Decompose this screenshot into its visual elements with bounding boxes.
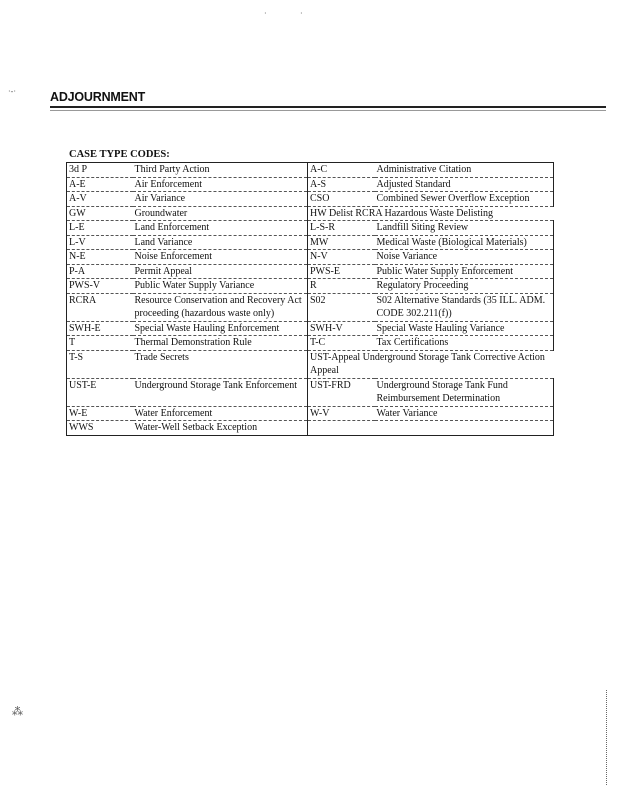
table-row — [67, 221, 554, 236]
case-code: GW — [67, 206, 133, 221]
table-row — [67, 235, 554, 250]
table-row — [67, 406, 554, 421]
case-description: Thermal Demonstration Rule — [133, 336, 308, 351]
case-description: Land Enforcement — [133, 221, 308, 236]
page-heading: ADJOURNMENT — [50, 90, 146, 104]
case-description: Underground Storage Tank Fund Reimbursement Determination — [375, 378, 554, 406]
case-code: UST-FRD — [308, 378, 375, 406]
table-row — [67, 336, 554, 351]
table-row — [67, 378, 554, 406]
table-row — [67, 192, 554, 207]
case-code: N-V — [308, 250, 375, 265]
case-description — [375, 421, 554, 436]
case-description: Landfill Siting Review — [375, 221, 554, 236]
scan-edge-line — [606, 690, 607, 785]
case-description: Underground Storage Tank Enforcement — [133, 378, 308, 406]
case-description: Administrative Citation — [375, 163, 554, 178]
case-description: Public Water Supply Variance — [133, 279, 308, 294]
case-description: Land Variance — [133, 235, 308, 250]
case-code: L-V — [67, 235, 133, 250]
case-code: P-A — [67, 264, 133, 279]
table-row — [67, 421, 554, 436]
case-code: PWS-E — [308, 264, 375, 279]
codes-table-body — [67, 163, 554, 436]
case-description: Noise Enforcement — [133, 250, 308, 265]
case-code: N-E — [67, 250, 133, 265]
case-code: RCRA — [67, 293, 133, 321]
scan-smudge: ⁂ — [12, 706, 23, 718]
case-description: Water-Well Setback Exception — [133, 421, 308, 436]
section-title: CASE TYPE CODES: — [69, 149, 170, 160]
case-description: Permit Appeal — [133, 264, 308, 279]
table-row — [67, 293, 554, 321]
case-code: A-S — [308, 177, 375, 192]
case-description: Resource Conservation and Recovery Act proceeding (hazardous waste only) — [133, 293, 308, 321]
table-row — [67, 206, 554, 221]
case-code: PWS-V — [67, 279, 133, 294]
case-code: W-V — [308, 406, 375, 421]
case-description: Water Enforcement — [133, 406, 308, 421]
case-description: Special Waste Hauling Variance — [375, 321, 554, 336]
case-code — [308, 421, 375, 436]
scan-speck: · — [300, 9, 303, 18]
case-code: 3d P — [67, 163, 133, 178]
case-description: Third Party Action — [133, 163, 308, 178]
case-code: T-S — [67, 350, 133, 378]
case-description: Air Variance — [133, 192, 308, 207]
case-description: S02 Alternative Standards (35 ILL. ADM. CODE 302.211(f)) — [375, 293, 554, 321]
case-description: Public Water Supply Enforcement — [375, 264, 554, 279]
table-row — [67, 350, 554, 378]
table-row — [67, 321, 554, 336]
case-description: Combined Sewer Overflow Exception — [375, 192, 554, 207]
heading-rule — [50, 106, 606, 108]
case-code: SWH-V — [308, 321, 375, 336]
table-row — [67, 177, 554, 192]
case-description: Trade Secrets — [133, 350, 308, 378]
case-code: WWS — [67, 421, 133, 436]
case-description: Regulatory Proceeding — [375, 279, 554, 294]
case-code: W-E — [67, 406, 133, 421]
case-code-description: UST-Appeal Underground Storage Tank Corrective Action Appeal — [308, 350, 554, 378]
heading-rule-thin — [50, 110, 606, 111]
case-code: UST-E — [67, 378, 133, 406]
case-code-description: HW Delist RCRA Hazardous Waste Delisting — [308, 206, 554, 221]
case-code: A-V — [67, 192, 133, 207]
case-type-codes-table — [66, 162, 554, 436]
case-code: R — [308, 279, 375, 294]
case-code: MW — [308, 235, 375, 250]
case-code: A-E — [67, 177, 133, 192]
case-code: CSO — [308, 192, 375, 207]
case-description: Medical Waste (Biological Materials) — [375, 235, 554, 250]
table-row — [67, 279, 554, 294]
case-code: S02 — [308, 293, 375, 321]
table-row — [67, 264, 554, 279]
case-description: Groundwater — [133, 206, 308, 221]
case-description: Noise Variance — [375, 250, 554, 265]
scan-speck: ·-· — [8, 87, 16, 96]
case-description: Water Variance — [375, 406, 554, 421]
table-row — [67, 250, 554, 265]
case-code: T-C — [308, 336, 375, 351]
case-code: L-E — [67, 221, 133, 236]
case-description: Tax Certifications — [375, 336, 554, 351]
case-code: A-C — [308, 163, 375, 178]
case-code: T — [67, 336, 133, 351]
case-description: Adjusted Standard — [375, 177, 554, 192]
table-row — [67, 163, 554, 178]
case-code: L-S-R — [308, 221, 375, 236]
case-description: Air Enforcement — [133, 177, 308, 192]
scan-speck: · — [264, 9, 267, 18]
case-code: SWH-E — [67, 321, 133, 336]
case-description: Special Waste Hauling Enforcement — [133, 321, 308, 336]
